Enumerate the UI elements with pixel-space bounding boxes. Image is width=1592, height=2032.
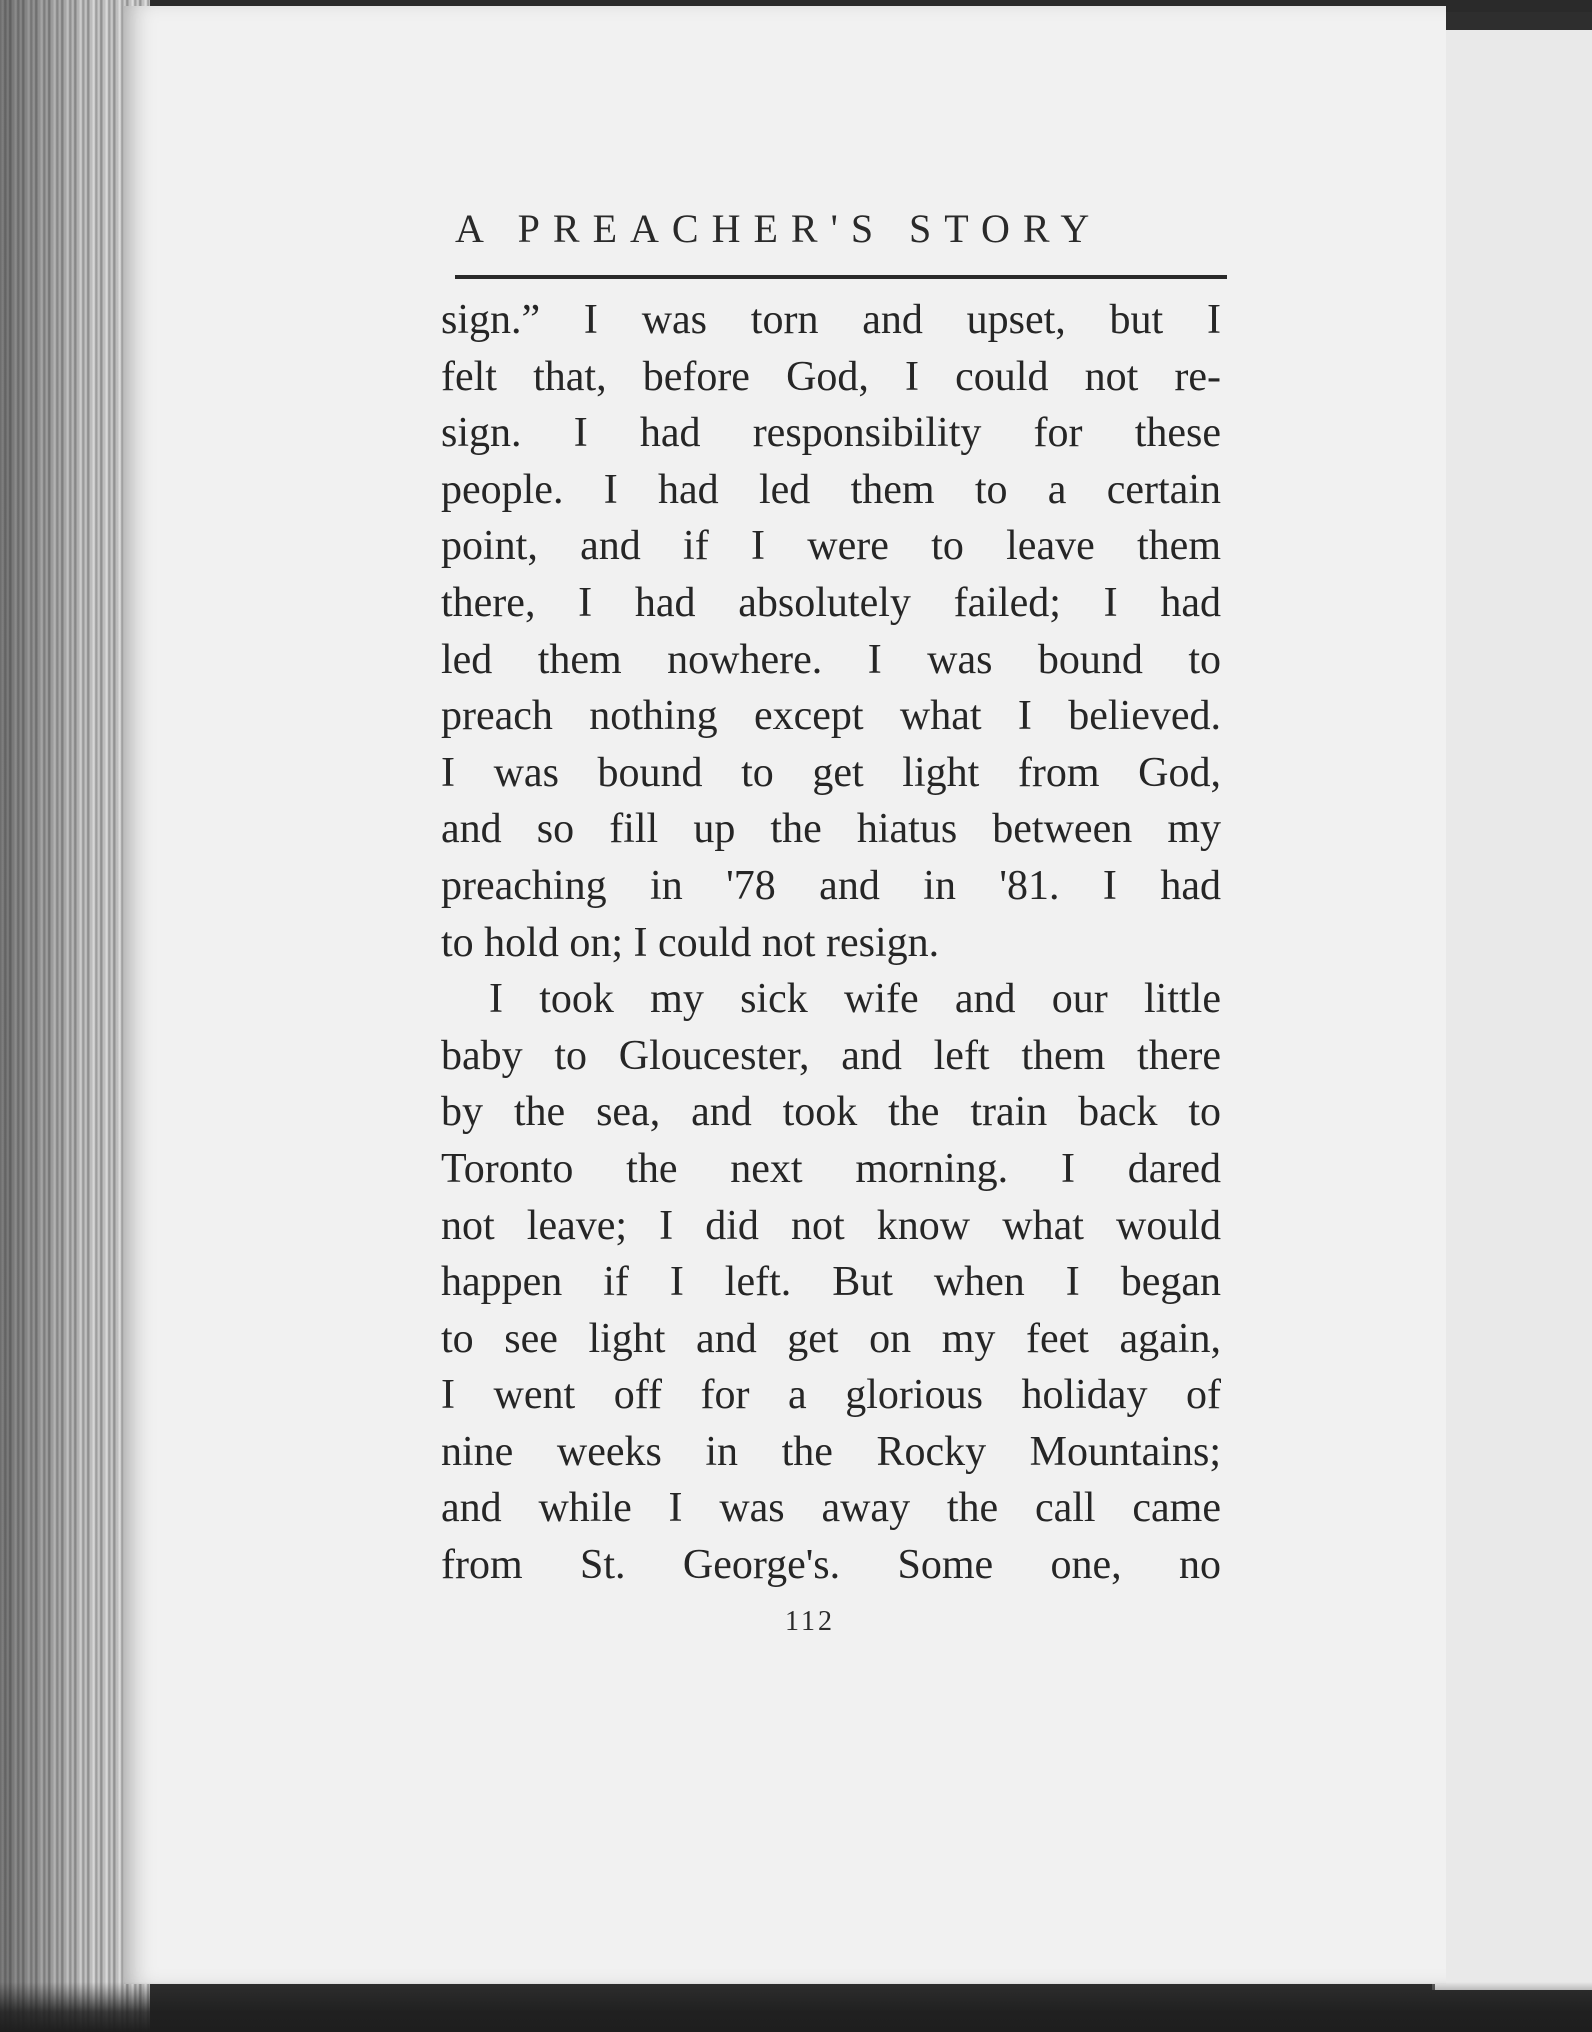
- running-head: A PREACHER'S STORY: [455, 206, 1103, 251]
- text-line: preach nothing except what I believed.: [441, 693, 1221, 740]
- text-line: felt that, before God, I could not re-: [441, 353, 1221, 400]
- text-line: Toronto the next morning. I dared: [441, 1145, 1221, 1192]
- text-line: to hold on; I could not resign.: [441, 919, 940, 966]
- text-line: not leave; I did not know what would: [441, 1202, 1221, 1249]
- bottom-edge-shadow: [0, 1982, 1592, 2032]
- text-line: baby to Gloucester, and left them there: [441, 1032, 1221, 1079]
- text-line: from St. George's. Some one, no: [441, 1542, 1221, 1589]
- text-line: sign.” I was torn and upset, but I: [441, 297, 1221, 343]
- text-line: I took my sick wife and our little: [489, 976, 1221, 1023]
- text-line: people. I had led them to a certain: [441, 466, 1221, 513]
- text-line: nine weeks in the Rocky Mountains;: [441, 1428, 1221, 1475]
- facing-page-edge: [1432, 30, 1592, 1990]
- text-line: to see light and get on my feet again,: [441, 1315, 1221, 1362]
- running-head-rule: [455, 275, 1227, 279]
- text-line: sign. I had responsibility for these: [441, 410, 1221, 457]
- text-line: I went off for a glorious holiday of: [441, 1372, 1221, 1419]
- text-line: by the sea, and took the train back to: [441, 1089, 1221, 1136]
- text-line: and while I was away the call came: [441, 1485, 1221, 1532]
- text-line: point, and if I were to leave them: [441, 523, 1221, 570]
- text-line: and so fill up the hiatus between my: [441, 806, 1221, 853]
- text-line: I was bound to get light from God,: [441, 749, 1221, 796]
- text-line: happen if I left. But when I began: [441, 1259, 1221, 1306]
- text-line: there, I had absolutely failed; I had: [441, 579, 1221, 626]
- body-text: [441, 292, 1221, 1594]
- text-line: led them nowhere. I was bound to: [441, 636, 1221, 683]
- text-line: preaching in '78 and in '81. I had: [441, 862, 1221, 909]
- page-number: 112: [785, 1606, 835, 1637]
